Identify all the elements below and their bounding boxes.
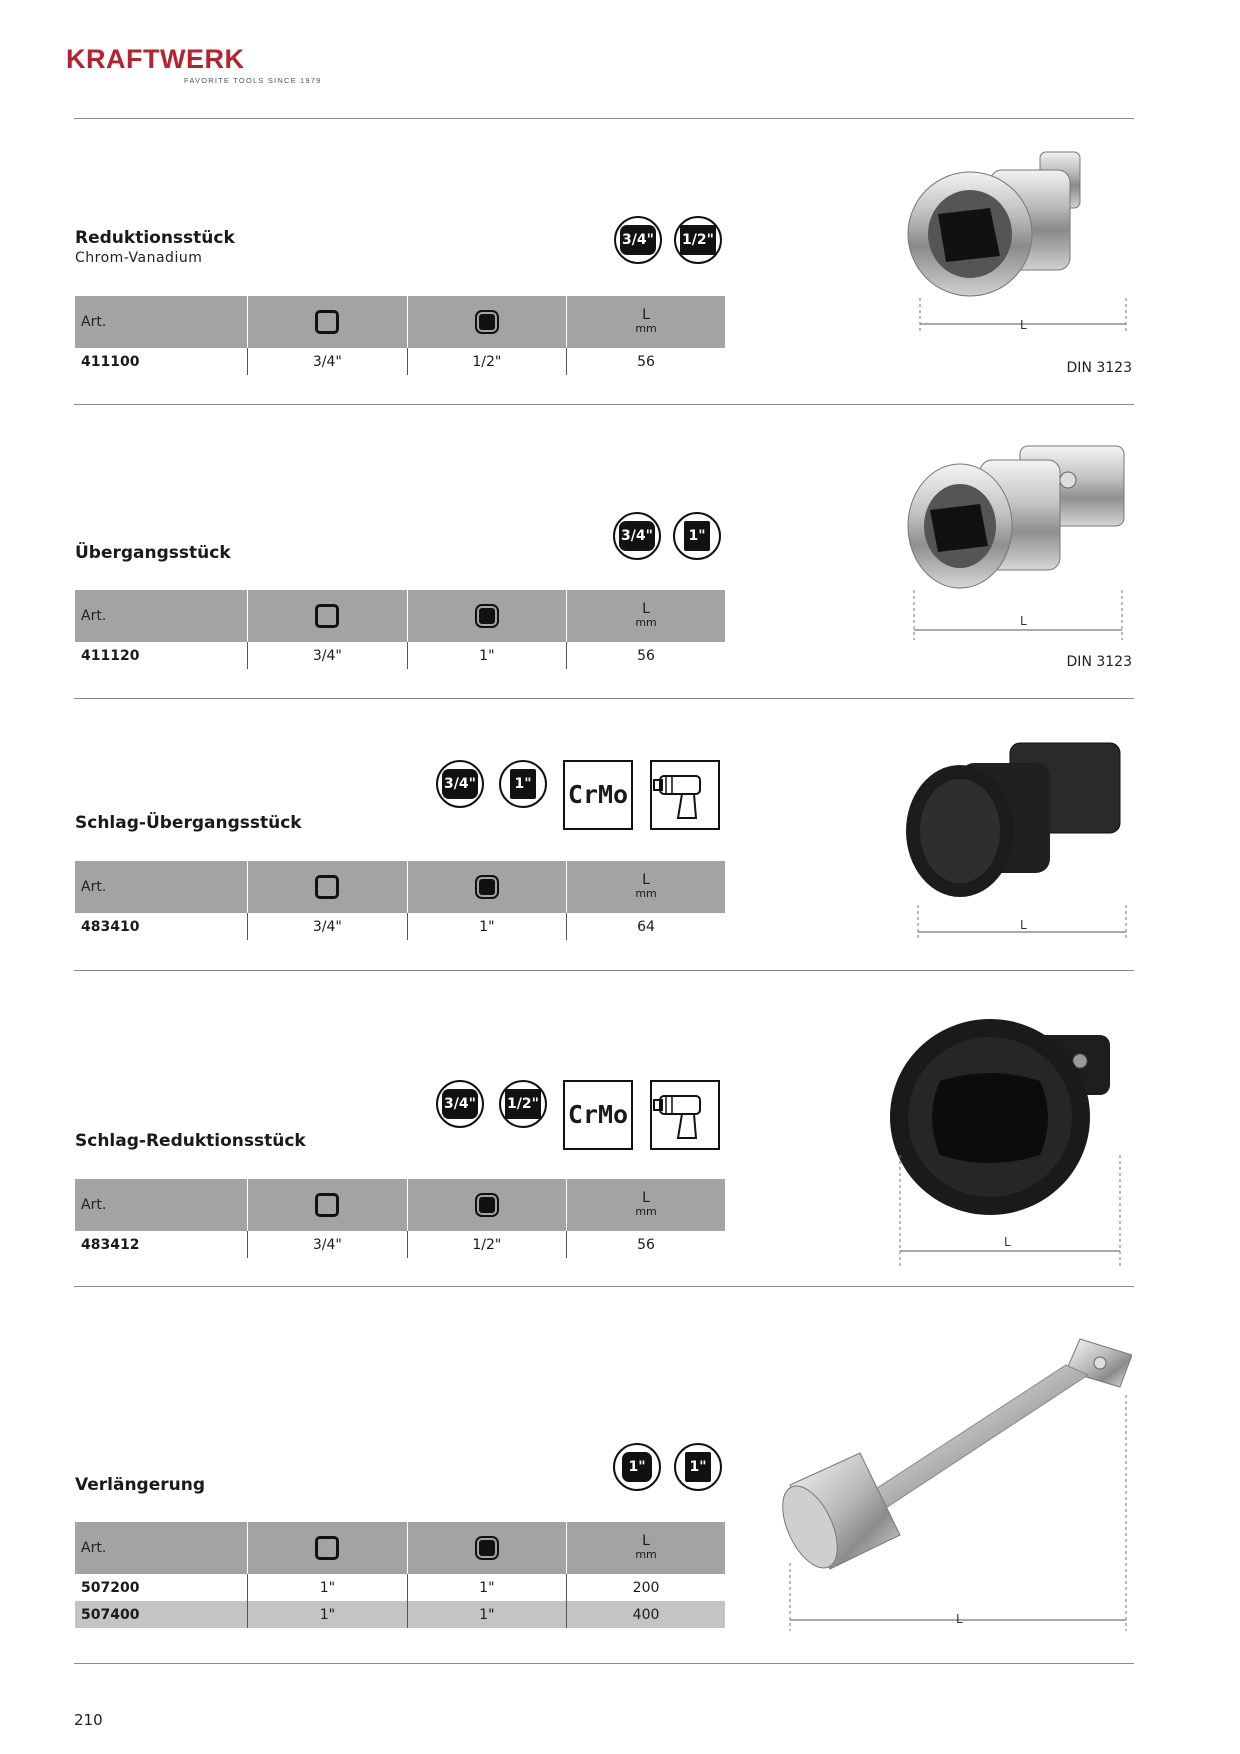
section-divider — [74, 404, 1134, 405]
crmo-material-badge: CrMo — [563, 1080, 633, 1150]
section-title: Schlag-Übergangsstück — [75, 813, 302, 833]
section-divider — [74, 698, 1134, 699]
impact-adapter-image — [900, 735, 1130, 945]
square-drive-inner-icon — [479, 1540, 495, 1556]
table-row: 507400 1" 1" 400 — [75, 1601, 725, 1628]
spec-table — [75, 861, 725, 940]
outer-drive-badge: 3/4" — [614, 216, 662, 264]
square-drive-outer-icon — [315, 1536, 339, 1560]
extension-bar-image — [770, 1335, 1132, 1635]
outer-drive-badge: 3/4" — [613, 512, 661, 560]
art-header: Art. — [75, 1522, 248, 1574]
table-row: 483412 3/4" 1/2" 56 — [75, 1231, 725, 1258]
section-divider — [74, 970, 1134, 971]
brand-name: KRAFTWERK — [66, 44, 245, 74]
length-header: L — [642, 601, 650, 617]
square-drive-inner-icon — [479, 314, 495, 330]
inner-drive-badge: 1" — [674, 1443, 722, 1491]
art-header: Art. — [75, 590, 248, 642]
length-header: L — [642, 1190, 650, 1206]
section-title: Verlängerung — [75, 1475, 205, 1495]
outer-drive-badge: 1" — [613, 1443, 661, 1491]
art-header: Art. — [75, 861, 248, 913]
length-unit: mm — [635, 322, 657, 335]
length-unit: mm — [635, 1548, 657, 1561]
section-title: Reduktionsstück — [75, 228, 235, 248]
square-drive-outer-icon — [315, 604, 339, 628]
page-number: 210 — [74, 1711, 103, 1729]
brand-logo — [66, 44, 326, 90]
dimension-label: L — [1020, 318, 1027, 332]
length-header: L — [642, 872, 650, 888]
art-number: 483410 — [81, 918, 140, 935]
length-unit: mm — [635, 887, 657, 900]
length-header: L — [642, 1533, 650, 1549]
impact-wrench-icon — [650, 1080, 720, 1150]
square-drive-outer-icon — [315, 310, 339, 334]
length-header: L — [642, 307, 650, 323]
spec-table — [75, 296, 725, 375]
inner-drive-badge: 1" — [673, 512, 721, 560]
dimension-label: L — [956, 1612, 963, 1626]
table-row: 507200 1" 1" 200 — [75, 1574, 725, 1601]
inner-drive-badge: 1/2" — [674, 216, 722, 264]
table-row: 411120 3/4" 1" 56 — [75, 642, 725, 669]
square-drive-inner-icon — [479, 1197, 495, 1213]
inner-drive-badge: 1" — [499, 760, 547, 808]
length-unit: mm — [635, 616, 657, 629]
art-header: Art. — [75, 1179, 248, 1231]
section-title: Schlag-Reduktionsstück — [75, 1131, 306, 1151]
square-drive-inner-icon — [479, 879, 495, 895]
section-title: Übergangsstück — [75, 543, 231, 563]
square-drive-outer-icon — [315, 875, 339, 899]
din-norm: DIN 3123 — [1066, 654, 1132, 670]
art-number: 411120 — [81, 647, 140, 664]
table-row: 483410 3/4" 1" 64 — [75, 913, 725, 940]
adapter-image — [900, 440, 1130, 640]
square-drive-outer-icon — [315, 1193, 339, 1217]
impact-wrench-icon — [650, 760, 720, 830]
section-divider — [74, 1286, 1134, 1287]
dimension-label: L — [1004, 1235, 1011, 1249]
outer-drive-badge: 3/4" — [436, 760, 484, 808]
length-unit: mm — [635, 1205, 657, 1218]
din-norm: DIN 3123 — [1066, 360, 1132, 376]
spec-table — [75, 590, 725, 669]
brand-tagline: FAVORITE TOOLS SINCE 1979 — [184, 76, 322, 85]
outer-drive-badge: 3/4" — [436, 1080, 484, 1128]
art-number: 411100 — [81, 353, 140, 370]
art-number: 507400 — [75, 1601, 248, 1628]
reduction-adapter-image — [900, 148, 1130, 338]
table-row: 411100 3/4" 1/2" 56 — [75, 348, 725, 375]
spec-table — [75, 1179, 725, 1258]
crmo-material-badge: CrMo — [563, 760, 633, 830]
inner-drive-badge: 1/2" — [499, 1080, 547, 1128]
dimension-label: L — [1020, 918, 1027, 932]
section-subtitle: Chrom-Vanadium — [75, 250, 203, 266]
art-number: 507200 — [81, 1579, 140, 1596]
spec-table — [75, 1522, 725, 1628]
art-number: 483412 — [81, 1236, 140, 1253]
dimension-label: L — [1020, 614, 1027, 628]
art-header: Art. — [75, 296, 248, 348]
bottom-divider — [74, 1663, 1134, 1664]
top-divider — [74, 118, 1134, 119]
impact-reduction-adapter-image — [890, 1005, 1130, 1273]
square-drive-inner-icon — [479, 608, 495, 624]
